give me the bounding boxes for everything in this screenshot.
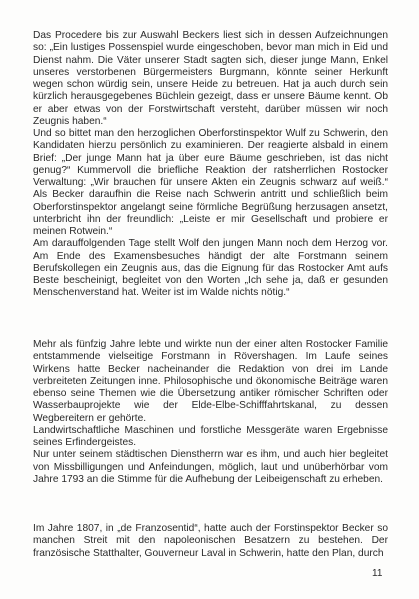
- paragraph: Im Jahre 1807, in „de Franzosentid“, hatte auch der Forstinspektor Becker so manchen Streit mit den napoleonischen Besatzern zu bestehen. Der französische Statthalter, Gouverneur Laval in Schwerin, hatte den Plan, durch: [33, 523, 388, 559]
- paragraph: Nur unter seinem städtischen Dienstherrn war es ihm, und auch hier begleitet von Missbilligungen und Anfeindungen, möglich, laut und unüberhörbar vom Jahre 1793 an die Stimme für die Aufhebung der Leibeigenschaft zu erheben.: [33, 449, 388, 485]
- text-section-becker-examination: [33, 30, 388, 300]
- paragraph: Am darauffolgenden Tage stellt Wolf den jungen Mann noch dem Herzog vor. Am Ende des Examensbesuches händigt der alte Forstmann seinem Berufskollegen ein Zeugnis aus, das die Eignung für das Rostocker Amt aufs Beste bescheinigt, begleitet von den Worten „Ich sehe ja, daß er gesunden Menschenverstand hat. Weiter ist im Walde nichts nötig.“: [33, 238, 388, 299]
- text-section-becker-career: [33, 339, 388, 486]
- paragraph: Das Procedere bis zur Auswahl Beckers liest sich in dessen Aufzeichnungen so: „Ein lustiges Possenspiel wurde eingeschoben, bevor man mich in Eid und Dienst nahm. Die Väter unserer Stadt sagten sich, dieser junge Mann, Enkel unseres verstorbenen Bürgermeisters Burgmann, könnte seiner Herkunft wegen schon würdig sein, unsere Heide zu betreuen. Hat ja auch durch sein kürzlich herausgegebenes Büchlein gezeigt, dass er unsere Bäume kennt. Ob er aber etwas von der Forstwirtschaft versteht, darüber müssen wir noch Zeugnis haben.“: [33, 30, 388, 127]
- paragraph: Mehr als fünfzig Jahre lebte und wirkte nun der einer alten Rostocker Familie entstammende vielseitige Forstmann in Rövershagen. Im Laufe seines Wirkens hatte Becker nacheinander die Redaktion von drei im Lande verbreiteten Zeitungen inne. Philosophische und ökonomische Beiträge waren ebenso seine Themen wie die Übersetzung antiker römischer Schriften oder Wasserbauprojekte wie der Elde-Elbe-Schifffahrtskanal, zu dessen Wegbereitern er gehörte.: [33, 339, 388, 424]
- paragraph: Und so bittet man den herzoglichen Oberforstinspektor Wulf zu Schwerin, den Kandidaten hierzu persönlich zu examinieren. Der reagierte alsbald in einem Brief: „Der junge Mann hat ja über eure Bäume geschrieben, ist das nicht genug?“ Kummervoll die briefliche Reaktion der ratsherrlichen Rostocker Verwaltung: „Wir brauchen für unsere Akten ein Zeugnis schwarz auf weiß.“ Als Becker daraufhin die Reise nach Schwerin antritt und schließlich beim Oberforstinspektor angelangt seine förmliche Begrüßung herzusagen ansetzt, unterbricht ihn der freundlich: „Leiste er mir Gesellschaft und probiere er meinen Rotwein.“: [33, 128, 388, 237]
- text-section-french-occupation: [33, 523, 388, 560]
- page-number: 11: [372, 568, 383, 579]
- paragraph: Landwirtschaftliche Maschinen und forstliche Messgeräte waren Ergebnisse seines Erfindergeistes.: [33, 424, 388, 448]
